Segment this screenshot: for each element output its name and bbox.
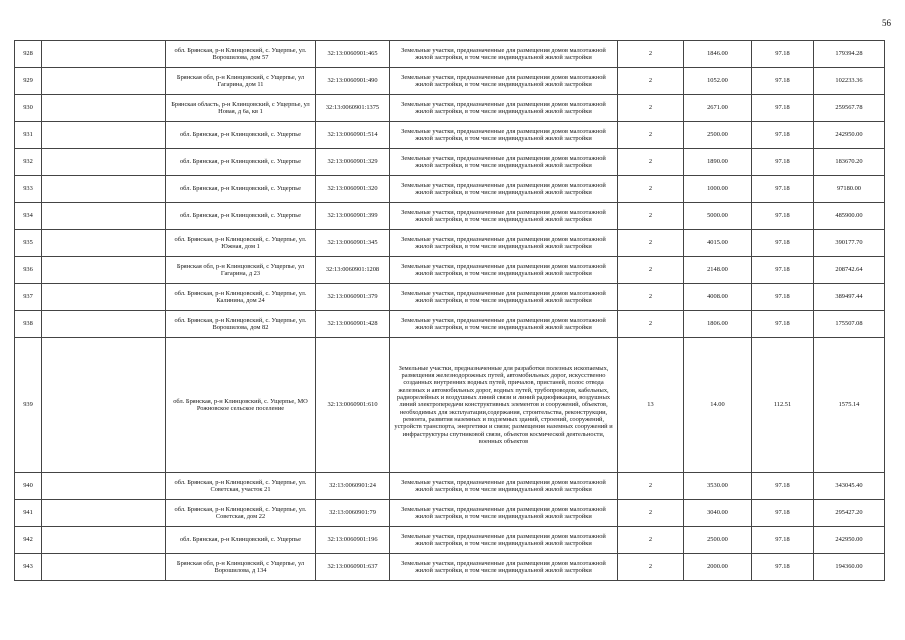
group-cell: 2: [618, 230, 684, 257]
group-cell: 2: [618, 311, 684, 338]
land-use-cell: Земельные участки, предназначенные для размещения домов малоэтажной жилой застройки, в том числе индивидуальной жилой застройки: [390, 284, 618, 311]
cadastral-number-cell: 32:13:0060901:379: [316, 284, 390, 311]
blank-cell: [42, 230, 166, 257]
group-cell: 2: [618, 203, 684, 230]
area-cell: 1806.00: [684, 311, 752, 338]
cadastral-value-cell: 485900.00: [814, 203, 885, 230]
row-number: 940: [15, 473, 42, 500]
group-cell: 2: [618, 41, 684, 68]
table-row: [15, 473, 885, 500]
cadastral-value-cell: 175507.08: [814, 311, 885, 338]
cadastral-value-cell: 102233.36: [814, 68, 885, 95]
area-cell: 1846.00: [684, 41, 752, 68]
row-number: 937: [15, 284, 42, 311]
specific-value-cell: 97.18: [752, 95, 814, 122]
area-cell: 5000.00: [684, 203, 752, 230]
blank-cell: [42, 527, 166, 554]
area-cell: 2500.00: [684, 122, 752, 149]
land-use-cell: Земельные участки, предназначенные для размещения домов малоэтажной жилой застройки, в том числе индивидуальной жилой застройки: [390, 473, 618, 500]
address-cell: Брянская обл, р-н Клинцовский, с Ущерпье, ул Гагарина, дом 11: [166, 68, 316, 95]
row-number: 932: [15, 149, 42, 176]
group-cell: 2: [618, 527, 684, 554]
cadastral-number-cell: 32:13:0060901:1208: [316, 257, 390, 284]
row-number: 935: [15, 230, 42, 257]
blank-cell: [42, 554, 166, 581]
cadastral-number-cell: 32:13:0060901:465: [316, 41, 390, 68]
specific-value-cell: 97.18: [752, 284, 814, 311]
address-cell: обл. Брянская, р-н Клинцовский, с. Ущерпье, ул. Ворошилова, дом 82: [166, 311, 316, 338]
cadastral-value-cell: 97180.00: [814, 176, 885, 203]
table-row: [15, 527, 885, 554]
area-cell: 3040.00: [684, 500, 752, 527]
table-row: [15, 95, 885, 122]
row-number: 933: [15, 176, 42, 203]
row-number: 942: [15, 527, 42, 554]
cadastral-number-cell: 32:13:0060901:1375: [316, 95, 390, 122]
specific-value-cell: 97.18: [752, 203, 814, 230]
address-cell: обл. Брянская, р-н Клинцовский, с. Ущерпье, ул. Южная, дом 1: [166, 230, 316, 257]
blank-cell: [42, 149, 166, 176]
group-cell: 2: [618, 122, 684, 149]
group-cell: 2: [618, 68, 684, 95]
specific-value-cell: 97.18: [752, 500, 814, 527]
row-number: 941: [15, 500, 42, 527]
cadastral-value-cell: 242950.00: [814, 527, 885, 554]
specific-value-cell: 112.51: [752, 338, 814, 473]
cadastral-number-cell: 32:13:0060901:610: [316, 338, 390, 473]
land-use-cell: Земельные участки, предназначенные для размещения домов малоэтажной жилой застройки, в том числе индивидуальной жилой застройки: [390, 41, 618, 68]
blank-cell: [42, 41, 166, 68]
row-number: 928: [15, 41, 42, 68]
cadastral-value-cell: 343045.40: [814, 473, 885, 500]
specific-value-cell: 97.18: [752, 41, 814, 68]
specific-value-cell: 97.18: [752, 122, 814, 149]
cadastral-number-cell: 32:13:0060901:399: [316, 203, 390, 230]
group-cell: 2: [618, 95, 684, 122]
area-cell: 1000.00: [684, 176, 752, 203]
table-body: [15, 41, 885, 581]
table-row: [15, 554, 885, 581]
table-row: [15, 203, 885, 230]
table-row: [15, 500, 885, 527]
land-use-cell: Земельные участки, предназначенные для размещения домов малоэтажной жилой застройки, в том числе индивидуальной жилой застройки: [390, 311, 618, 338]
specific-value-cell: 97.18: [752, 257, 814, 284]
row-number: 943: [15, 554, 42, 581]
group-cell: 13: [618, 338, 684, 473]
group-cell: 2: [618, 473, 684, 500]
cadastral-value-table: [14, 40, 885, 581]
blank-cell: [42, 473, 166, 500]
cadastral-value-cell: 179394.28: [814, 41, 885, 68]
land-use-cell: Земельные участки, предназначенные для размещения домов малоэтажной жилой застройки, в том числе индивидуальной жилой застройки: [390, 68, 618, 95]
area-cell: 4015.00: [684, 230, 752, 257]
cadastral-number-cell: 32:13:0060901:329: [316, 149, 390, 176]
area-cell: 3530.00: [684, 473, 752, 500]
address-cell: обл. Брянская, р-н Клинцовский, с. Ущерпье: [166, 203, 316, 230]
land-use-cell: Земельные участки, предназначенные для размещения домов малоэтажной жилой застройки, в том числе индивидуальной жилой застройки: [390, 176, 618, 203]
table-row: [15, 230, 885, 257]
cadastral-number-cell: 32:13:0060901:490: [316, 68, 390, 95]
blank-cell: [42, 122, 166, 149]
specific-value-cell: 97.18: [752, 473, 814, 500]
blank-cell: [42, 95, 166, 122]
land-use-cell: Земельные участки, предназначенные для размещения домов малоэтажной жилой застройки, в том числе индивидуальной жилой застройки: [390, 257, 618, 284]
address-cell: обл. Брянская, р-н Клинцовский, с. Ущерпье: [166, 122, 316, 149]
area-cell: 2500.00: [684, 527, 752, 554]
address-cell: Брянская обл, р-н Клинцовский, с Ущерпье, ул Гагарина, д 23: [166, 257, 316, 284]
land-use-cell: Земельные участки, предназначенные для размещения домов малоэтажной жилой застройки, в том числе индивидуальной жилой застройки: [390, 122, 618, 149]
cadastral-number-cell: 32:13:0060901:320: [316, 176, 390, 203]
blank-cell: [42, 284, 166, 311]
area-cell: 2148.00: [684, 257, 752, 284]
cadastral-number-cell: 32:13:0060901:514: [316, 122, 390, 149]
cadastral-value-cell: 1575.14: [814, 338, 885, 473]
cadastral-value-cell: 183670.20: [814, 149, 885, 176]
cadastral-number-cell: 32:13:0060901:637: [316, 554, 390, 581]
table-row: [15, 68, 885, 95]
cadastral-value-cell: 295427.20: [814, 500, 885, 527]
area-cell: 2000.00: [684, 554, 752, 581]
row-number: 936: [15, 257, 42, 284]
specific-value-cell: 97.18: [752, 554, 814, 581]
group-cell: 2: [618, 500, 684, 527]
group-cell: 2: [618, 284, 684, 311]
row-number: 934: [15, 203, 42, 230]
group-cell: 2: [618, 257, 684, 284]
address-cell: обл. Брянская, р-н Клинцовский, с. Ущерпье, ул. Ворошилова, дом 57: [166, 41, 316, 68]
address-cell: обл. Брянская, р-н Клинцовский, с. Ущерпье: [166, 176, 316, 203]
land-use-cell: Земельные участки, предназначенные для разработки полезных ископаемых, размещения железнодорожных путей, автомобильных дорог, искусственно созданных внутренних водных путей, причалов, пристаней, полос отвода железных и автомобильных дорог, водных путей, трубопроводов, кабельных, радиорелейных и воздушных линий связи и линий радиофикации, воздушных линий электропередачи конструктивных элементов и сооружений, объектов, необходимых для эксплуатации,содержания, строительства, реконструкции, ремонта, развития наземных и подземных зданий, строений, сооружений, устройств транспорта, энергетики и связи; размещения наземных сооружений и инфраструктуры спутниковой связи, объектов космической деятельности, военных объектов: [390, 338, 618, 473]
table-row: [15, 41, 885, 68]
area-cell: 14.00: [684, 338, 752, 473]
cadastral-number-cell: 32:13:0060901:24: [316, 473, 390, 500]
table-row: [15, 284, 885, 311]
row-number: 931: [15, 122, 42, 149]
address-cell: Брянская область, р-н Клинцовский, с Ущерпье, ул Новая, д 6а, кв 1: [166, 95, 316, 122]
specific-value-cell: 97.18: [752, 68, 814, 95]
cadastral-value-cell: 259567.78: [814, 95, 885, 122]
specific-value-cell: 97.18: [752, 176, 814, 203]
specific-value-cell: 97.18: [752, 527, 814, 554]
land-use-cell: Земельные участки, предназначенные для размещения домов малоэтажной жилой застройки, в том числе индивидуальной жилой застройки: [390, 554, 618, 581]
address-cell: Брянская обл, р-н Клинцовский, с Ущерпье, ул Ворошилова, д 134: [166, 554, 316, 581]
address-cell: обл. Брянская, р-н Клинцовский, с. Ущерпье, ул. Советская, участок 21: [166, 473, 316, 500]
area-cell: 1890.00: [684, 149, 752, 176]
table-row: [15, 122, 885, 149]
cadastral-value-cell: 389497.44: [814, 284, 885, 311]
cadastral-value-cell: 208742.64: [814, 257, 885, 284]
blank-cell: [42, 68, 166, 95]
row-number: 929: [15, 68, 42, 95]
row-number: 938: [15, 311, 42, 338]
land-use-cell: Земельные участки, предназначенные для размещения домов малоэтажной жилой застройки, в том числе индивидуальной жилой застройки: [390, 230, 618, 257]
blank-cell: [42, 203, 166, 230]
blank-cell: [42, 500, 166, 527]
table-row: [15, 257, 885, 284]
group-cell: 2: [618, 176, 684, 203]
cadastral-number-cell: 32:13:0060901:345: [316, 230, 390, 257]
page-number: 56: [882, 18, 891, 28]
cadastral-value-cell: 390177.70: [814, 230, 885, 257]
row-number: 930: [15, 95, 42, 122]
land-use-cell: Земельные участки, предназначенные для размещения домов малоэтажной жилой застройки, в том числе индивидуальной жилой застройки: [390, 203, 618, 230]
cadastral-value-cell: 242950.00: [814, 122, 885, 149]
address-cell: обл. Брянская, р-н Клинцовский, с. Ущерпье: [166, 527, 316, 554]
land-use-cell: Земельные участки, предназначенные для размещения домов малоэтажной жилой застройки, в том числе индивидуальной жилой застройки: [390, 149, 618, 176]
area-cell: 1052.00: [684, 68, 752, 95]
table-row: [15, 311, 885, 338]
address-cell: обл. Брянская, р-н Клинцовский, с. Ущерпье: [166, 149, 316, 176]
cadastral-number-cell: 32:13:0060901:196: [316, 527, 390, 554]
area-cell: 2671.00: [684, 95, 752, 122]
cadastral-number-cell: 32:13:0060901:428: [316, 311, 390, 338]
blank-cell: [42, 338, 166, 473]
cadastral-value-cell: 194360.00: [814, 554, 885, 581]
address-cell: обл. Брянская, р-н Клинцовский, с. Ущерпье, ул. Калинина, дом 24: [166, 284, 316, 311]
cadastral-number-cell: 32:13:0060901:79: [316, 500, 390, 527]
table-row: [15, 176, 885, 203]
blank-cell: [42, 257, 166, 284]
land-use-cell: Земельные участки, предназначенные для размещения домов малоэтажной жилой застройки, в том числе индивидуальной жилой застройки: [390, 527, 618, 554]
land-use-cell: Земельные участки, предназначенные для размещения домов малоэтажной жилой застройки, в том числе индивидуальной жилой застройки: [390, 500, 618, 527]
address-cell: обл. Брянская, р-н Клинцовский, с. Ущерпье, ул. Советская, дом 22: [166, 500, 316, 527]
table-row: [15, 338, 885, 473]
blank-cell: [42, 176, 166, 203]
address-cell: обл. Брянская, р-н Клинцовский, с. Ущерпье, МО Рожновское сельское поселение: [166, 338, 316, 473]
table-row: [15, 149, 885, 176]
row-number: 939: [15, 338, 42, 473]
blank-cell: [42, 311, 166, 338]
specific-value-cell: 97.18: [752, 149, 814, 176]
group-cell: 2: [618, 149, 684, 176]
specific-value-cell: 97.18: [752, 311, 814, 338]
land-use-cell: Земельные участки, предназначенные для размещения домов малоэтажной жилой застройки, в том числе индивидуальной жилой застройки: [390, 95, 618, 122]
area-cell: 4008.00: [684, 284, 752, 311]
group-cell: 2: [618, 554, 684, 581]
specific-value-cell: 97.18: [752, 230, 814, 257]
